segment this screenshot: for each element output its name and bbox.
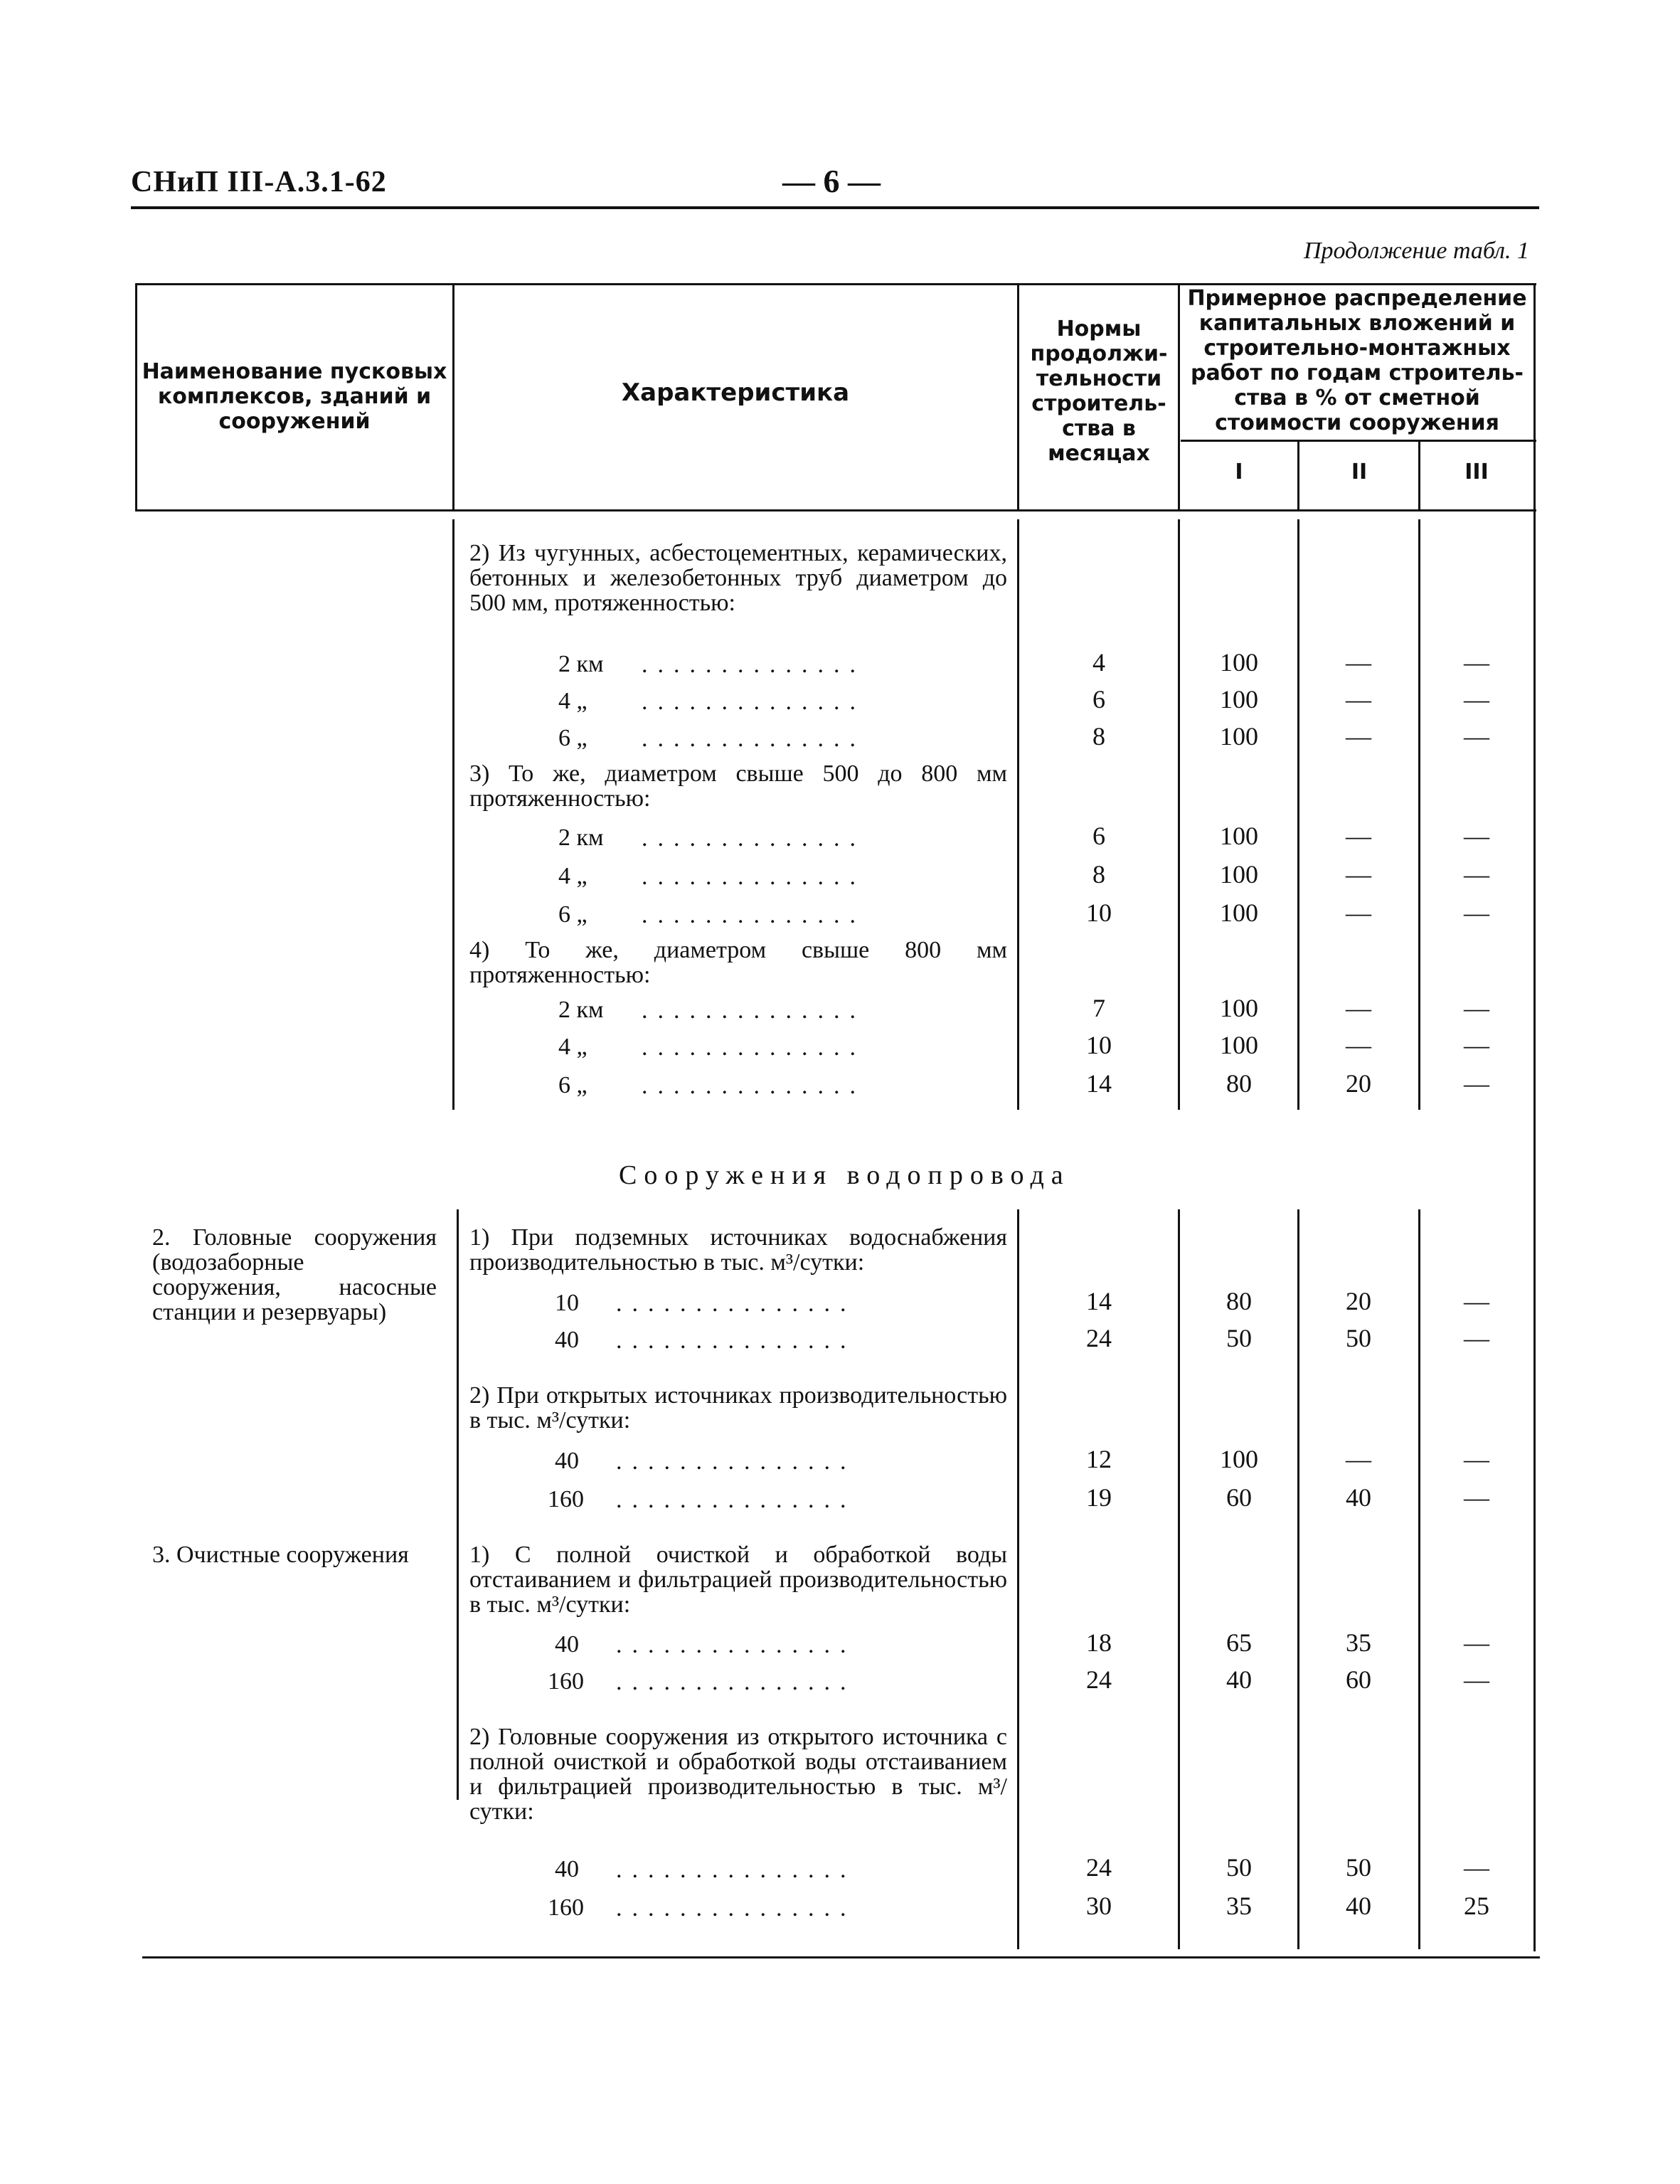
leader-dots: .............. [642,726,866,752]
cell-year-1: 100 [1220,994,1258,1022]
header-distribution-column: Примерное распределение капитальных вложений и строительно-монтажных работ по годам строитель-ства в % от сметной стоимости сооружения [1187,286,1527,435]
lower-col-line-4 [1297,1209,1299,1949]
cell-year-1: 100 [1220,685,1258,714]
header-col-divider-2 [452,283,454,511]
item-text: 1) При подземных источниках водоснабжения производительностью в тыс. м³/сутки: [469,1224,1007,1276]
upper-col-line-2 [1017,519,1019,1110]
page-number: — 6 — [782,163,881,199]
leader-dots: .............. [642,652,866,678]
cell-year-3: — [1464,1324,1489,1352]
row-label: 160 [548,1894,584,1921]
cell-year-1: 100 [1220,822,1258,850]
leader-dots: .............. [642,825,866,852]
cell-year-2: 50 [1346,1853,1371,1882]
item-text: 2) Из чугунных, асбестоцементных, керамических, бетонных и железобетонных труб диаметром до 500 мм, протяженностью: [469,540,1007,616]
header-col-divider-4 [1178,283,1180,511]
cell-months: 7 [1092,994,1105,1022]
cell-months: 30 [1086,1892,1112,1920]
leader-dots: ............... [616,1327,856,1354]
cell-months: 12 [1086,1445,1112,1473]
lower-col-line-5 [1418,1209,1420,1949]
cell-year-2: 40 [1346,1483,1371,1512]
header-col-divider-5 [1297,440,1299,511]
cell-year-1: 50 [1226,1324,1252,1352]
cell-year-1: 40 [1226,1665,1252,1694]
cell-year-1: 100 [1220,722,1258,751]
cell-year-2: 40 [1346,1892,1371,1920]
cell-year-3: 25 [1464,1892,1489,1920]
cell-year-3: — [1464,1483,1489,1512]
leader-dots: ............... [616,1895,856,1921]
item-text: 1) С полной очисткой и обработкой воды отстаиванием и фильтрацией производительностью в тыс. м³/сутки: [469,1542,1007,1618]
cell-year-1: 50 [1226,1853,1252,1882]
leader-dots: ............... [616,1632,856,1658]
header-rule [131,206,1539,209]
table-right-border [1533,283,1536,1951]
leader-dots: .............. [642,1073,866,1099]
cell-year-3: — [1464,648,1489,677]
cell-year-3: — [1464,898,1489,927]
cell-year-3: — [1464,1287,1489,1315]
leader-dots: .............. [642,902,866,928]
upper-col-line-1 [452,519,454,1110]
row-label: 4 „ [558,1034,588,1060]
lower-col-line-3 [1178,1209,1180,1949]
cell-year-1: 100 [1220,898,1258,927]
leader-dots: ............... [616,1448,856,1475]
cell-year-1: 80 [1226,1069,1252,1098]
item-text: 3) То же, диаметром свыше 500 до 800 мм протяженностью: [469,760,1007,812]
cell-year-2: — [1346,860,1371,889]
document-code: СНиП III-А.3.1-62 [131,166,387,198]
cell-year-3: — [1464,822,1489,850]
cell-months: 24 [1086,1853,1112,1882]
lower-col-line-2 [1017,1209,1019,1949]
cell-year-3: — [1464,1445,1489,1473]
cell-year-2: — [1346,898,1371,927]
cell-months: 24 [1086,1665,1112,1694]
cell-year-3: — [1464,994,1489,1022]
row-label: 10 [555,1290,579,1316]
item-text: 4) То же, диаметром свыше 800 мм протяженностью: [469,937,1007,988]
cell-year-1: 35 [1226,1892,1252,1920]
row-label: 2 км [558,997,604,1023]
years-divider [1181,440,1536,442]
upper-col-line-5 [1418,519,1420,1110]
group-name: 2. Головные сооружения (водозаборные сооружения, насосные станции и резервуары) [152,1224,437,1325]
leader-dots: ............... [616,1487,856,1513]
cell-year-1: 100 [1220,648,1258,677]
cell-year-1: 100 [1220,1445,1258,1473]
header-norms-column: Нормы продолжи-тельности строитель-ства в месяцах [1030,317,1168,466]
table-bottom-border [142,1956,1540,1958]
section-title: Сооружения водопровода [619,1160,1070,1190]
cell-months: 6 [1092,685,1105,714]
cell-year-2: 50 [1346,1324,1371,1352]
cell-year-2: — [1346,1445,1371,1473]
row-label: 6 „ [558,725,588,751]
row-label: 4 „ [558,863,588,889]
cell-year-1: 100 [1220,860,1258,889]
cell-months: 14 [1086,1069,1112,1098]
leader-dots: ............... [616,1290,856,1317]
cell-year-1: 100 [1220,1031,1258,1059]
row-label: 4 „ [558,688,588,714]
header-col-divider-6 [1418,440,1420,511]
cell-year-2: — [1346,648,1371,677]
header-name-column: Наименование пусковых комплексов, зданий и сооружений [142,359,447,434]
cell-year-3: — [1464,1628,1489,1657]
row-label: 40 [555,1448,579,1474]
cell-months: 10 [1086,898,1112,927]
row-label: 160 [548,1668,584,1695]
leader-dots: ............... [616,1669,856,1695]
cell-year-3: — [1464,1665,1489,1694]
header-col-divider-1 [135,283,137,511]
group-name: 3. Очистные сооружения [152,1542,409,1568]
header-col-divider-3 [1017,283,1019,511]
cell-year-2: — [1346,994,1371,1022]
cell-year-2: — [1346,722,1371,751]
header-bottom-border [135,509,1536,511]
leader-dots: .............. [642,864,866,890]
cell-months: 18 [1086,1628,1112,1657]
cell-year-1: 80 [1226,1287,1252,1315]
row-label: 40 [555,1856,579,1882]
cell-months: 8 [1092,722,1105,751]
cell-year-3: — [1464,860,1489,889]
upper-col-line-4 [1297,519,1299,1110]
cell-year-3: — [1464,1031,1489,1059]
row-label: 2 км [558,825,604,851]
lower-col-line-1 [457,1209,459,1800]
cell-year-2: — [1346,685,1371,714]
cell-year-1: 65 [1226,1628,1252,1657]
cell-year-2: 20 [1346,1287,1371,1315]
cell-year-2: — [1346,1031,1371,1059]
cell-year-3: — [1464,1853,1489,1882]
leader-dots: .............. [642,1034,866,1061]
cell-year-3: — [1464,1069,1489,1098]
row-label: 40 [555,1327,579,1353]
header-year-3: III [1464,460,1489,484]
cell-year-2: 35 [1346,1628,1371,1657]
cell-year-3: — [1464,722,1489,751]
leader-dots: .............. [642,689,866,715]
cell-year-2: 20 [1346,1069,1371,1098]
row-label: 6 „ [558,1072,588,1098]
leader-dots: .............. [642,997,866,1024]
cell-months: 8 [1092,860,1105,889]
row-label: 40 [555,1631,579,1658]
cell-months: 24 [1086,1324,1112,1352]
cell-months: 4 [1092,648,1105,677]
leader-dots: ............... [616,1857,856,1883]
cell-year-2: 60 [1346,1665,1371,1694]
header-year-1: I [1235,460,1243,484]
item-text: 2) Головные сооружения из открытого источника с полной очисткой и обработкой воды отстаиванием и фильтрацией производительностью в тыс. м³/сутки: [469,1724,1007,1825]
table-continuation-note: Продолжение табл. 1 [1303,238,1529,264]
cell-months: 14 [1086,1287,1112,1315]
item-text: 2) При открытых источниках производительностью в тыс. м³/сутки: [469,1382,1007,1433]
row-label: 160 [548,1486,584,1512]
cell-months: 10 [1086,1031,1112,1059]
cell-months: 6 [1092,822,1105,850]
header-year-2: II [1351,460,1368,484]
upper-col-line-3 [1178,519,1180,1110]
cell-year-3: — [1464,685,1489,714]
header-characteristic-column: Характеристика [621,378,850,407]
row-label: 2 км [558,651,604,677]
row-label: 6 „ [558,901,588,928]
table-top-border [135,283,1536,285]
cell-year-1: 60 [1226,1483,1252,1512]
cell-months: 19 [1086,1483,1112,1512]
cell-year-2: — [1346,822,1371,850]
